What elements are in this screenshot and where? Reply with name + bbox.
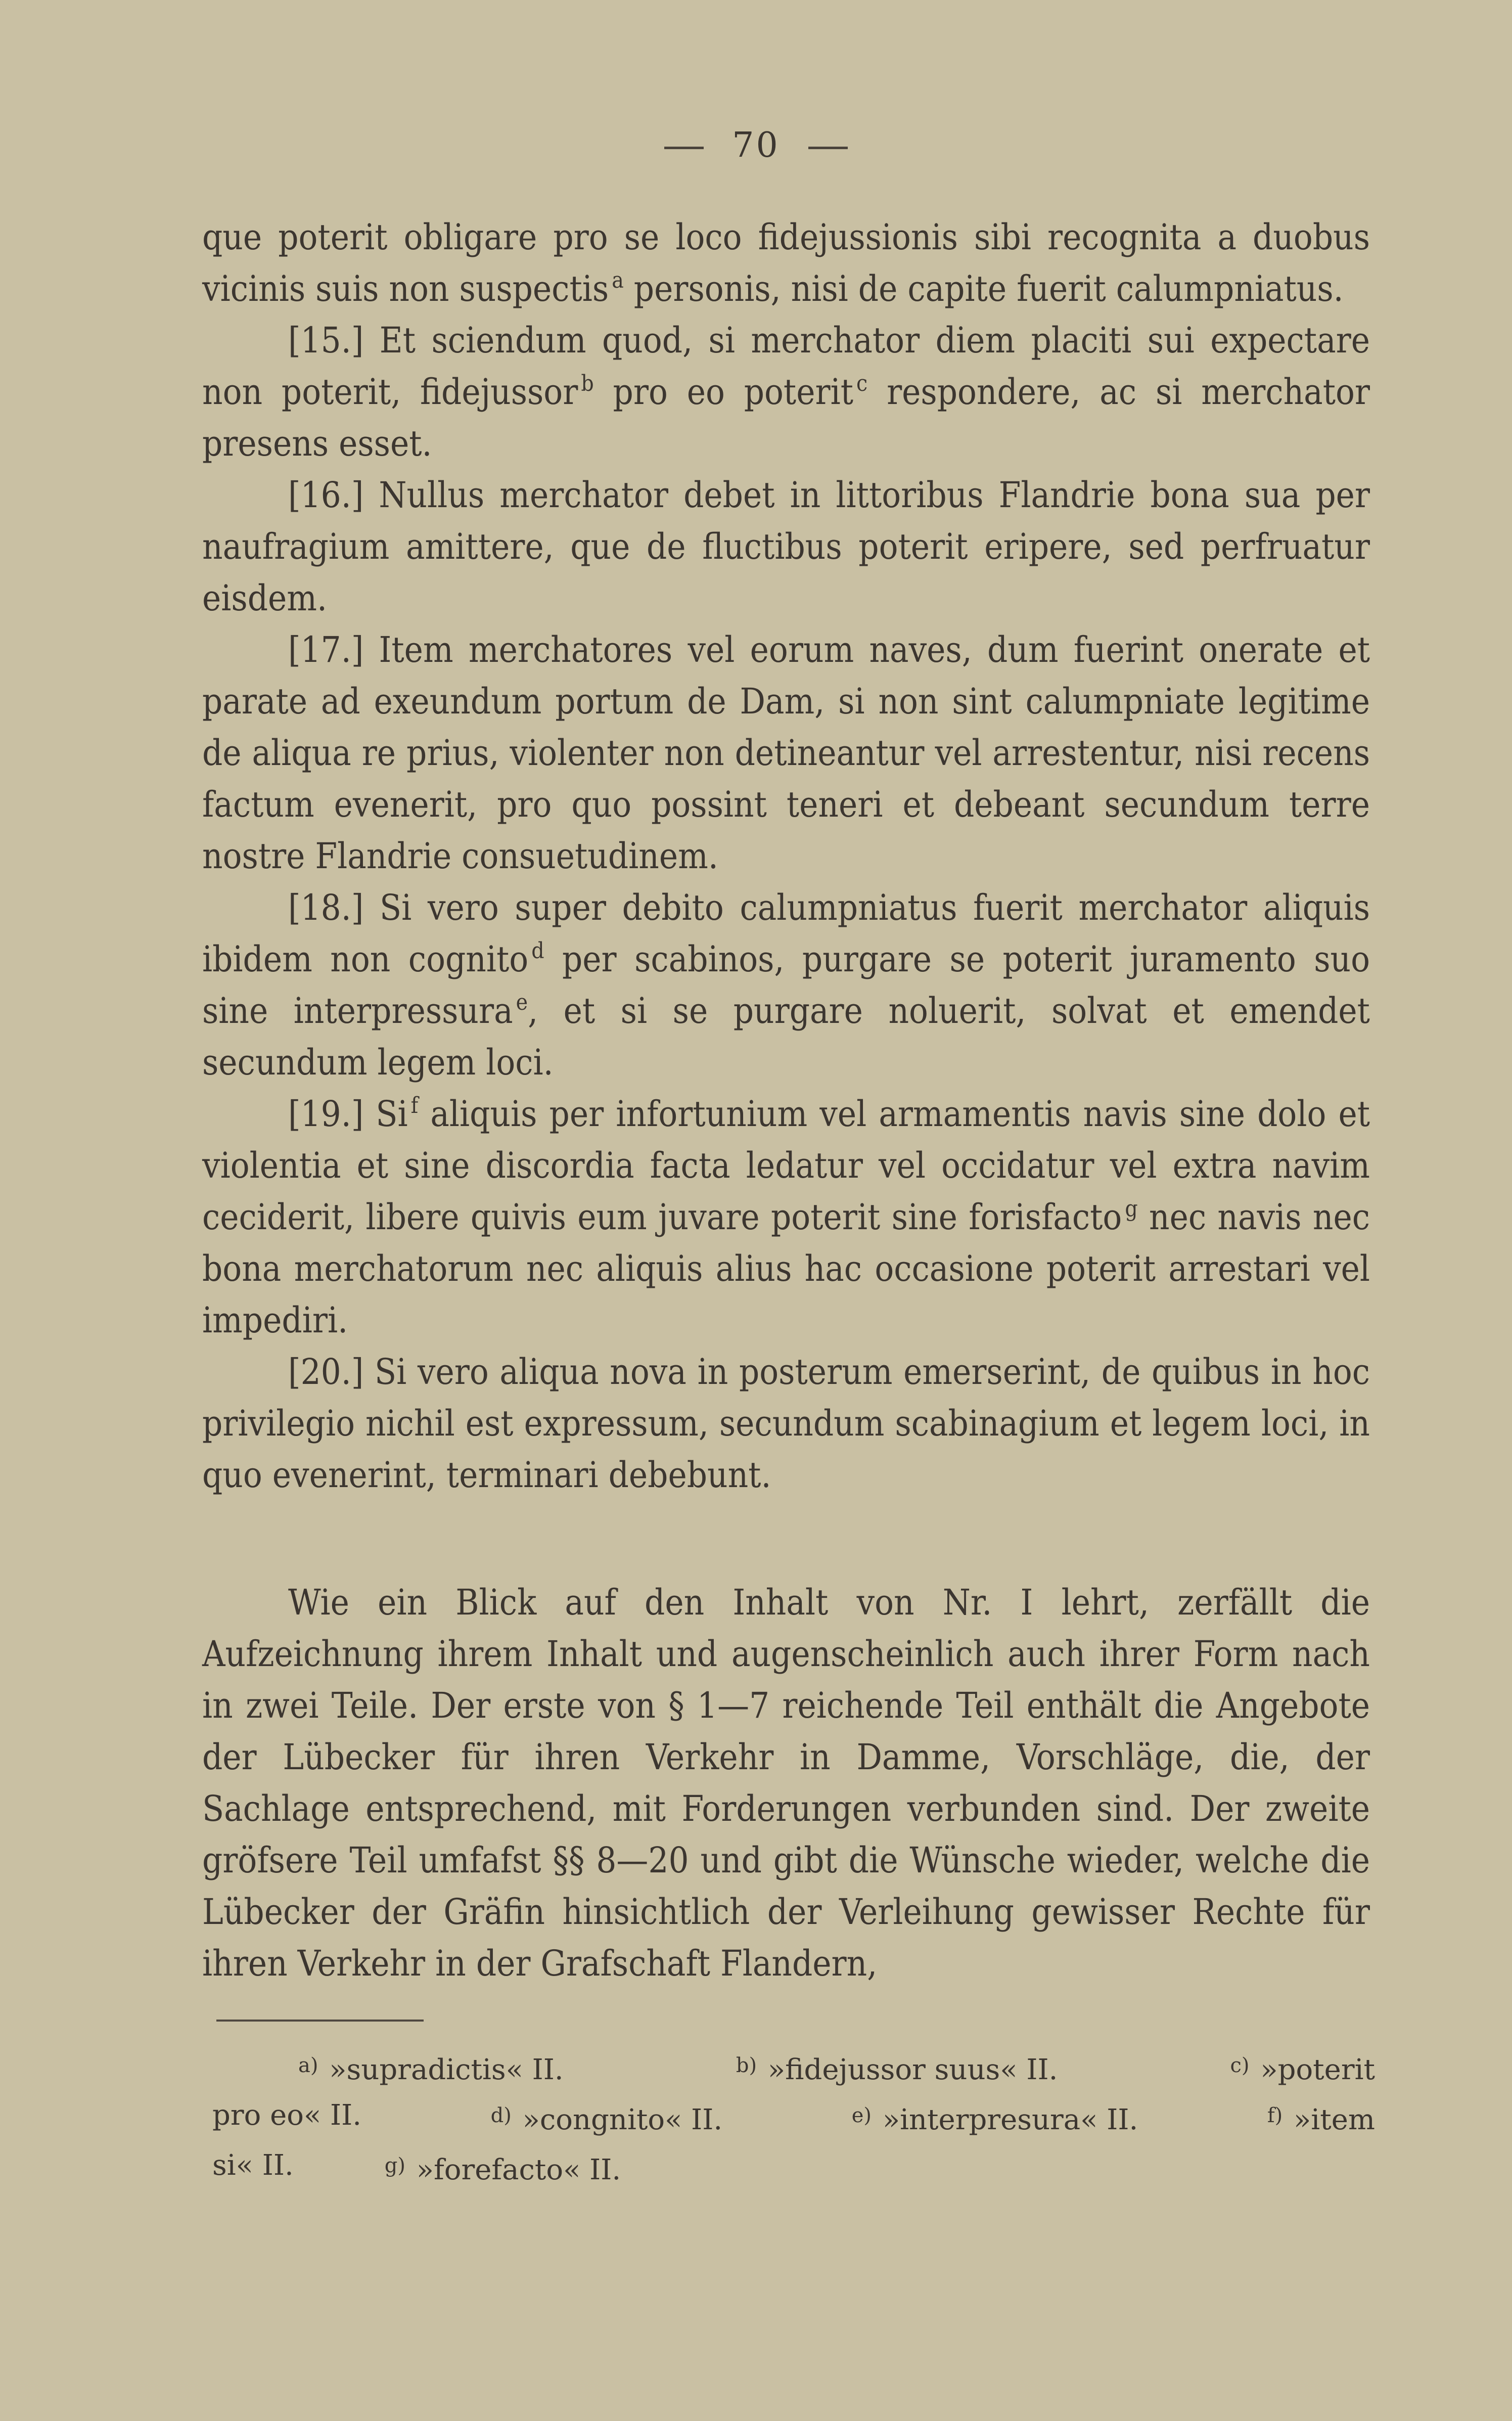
footnote-mark: a): [298, 2054, 318, 2077]
footnotes: [212, 2043, 1375, 2193]
footnote-g: [385, 2143, 621, 2193]
footnote-mark: e): [851, 2104, 872, 2127]
text: per scabinos, purgare se poterit juramento suo sine interpressura: [202, 938, 1370, 1032]
text: Si vero super debito calumpniatus fuerit merchator aliquis ibidem non cognito: [202, 887, 1370, 980]
text: respondere, ac si merchator presens esset.: [202, 371, 1370, 464]
footnote-mark: f): [1267, 2104, 1283, 2127]
latin-charter-text: [202, 211, 1370, 1501]
text: aliquis per infortunium vel armamentis navis sine dolo et violentia et sine discordia facta ledatur vel occidatur vel extra navim ceciderit, libere quivis eum juvare poterit sine forisfacto: [202, 1093, 1370, 1238]
footnote-d: [491, 2093, 723, 2143]
footnote-text: »poterit: [1260, 2053, 1375, 2086]
footnote-separator: [216, 2020, 424, 2022]
footnote-line-2: [212, 2093, 1375, 2143]
section-number: [16.]: [288, 474, 364, 516]
section-16: [202, 469, 1370, 624]
section-17: [202, 624, 1370, 882]
section-19: [202, 1088, 1370, 1346]
footnote-ref-a: a: [612, 267, 624, 293]
text: pro eo poterit: [593, 371, 854, 413]
section-15: [202, 315, 1370, 469]
footnote-mark: g): [384, 2154, 405, 2177]
section-number: [17.]: [288, 629, 364, 670]
footnote-mark: c): [1230, 2054, 1250, 2077]
footnote-line-1: [212, 2043, 1375, 2093]
page-number-header: [0, 125, 1512, 165]
text: Si vero aliqua nova in posterum emerserint, de quibus in hoc privilegio nichil est expressum, secundum scabinagium et legem loci, in quo evenerint, terminari debebunt.: [202, 1351, 1370, 1496]
text: Nullus merchator debet in littoribus Flandrie bona sua per naufragium amittere, que de fluctibus poterit eripere, sed perfruatur eisdem.: [202, 474, 1370, 619]
continuation-paragraph: [202, 211, 1370, 315]
text: , et si se purgare noluerit, solvat et emendet secundum legem loci.: [202, 990, 1370, 1083]
footnote-ref-d: d: [531, 938, 544, 964]
footnote-mark: d): [490, 2104, 512, 2127]
footnote-f-cont: si« II.: [212, 2149, 294, 2182]
footnote-a: [298, 2043, 564, 2093]
section-20: [202, 1346, 1370, 1501]
text: Et sciendum quod, si merchator diem placiti sui expectare non poterit, fidejussor: [202, 320, 1370, 413]
text: Item merchatores vel eorum naves, dum fuerint onerate et parate ad exeundum portum de Dam, si non sint calumpniate legitime de aliqua re prius, violenter non detineantur vel arrestentur, nisi recens factum evenerit, pro quo possint teneri et debeant secundum terre nostre Flandrie consuetudinem.: [202, 629, 1370, 877]
footnote-ref-c: c: [856, 371, 868, 396]
commentary-paragraph: Wie ein Blick auf den Inhalt von Nr. I lehrt, zerfällt die Aufzeichnung ihrem Inhalt und augenscheinlich auch ihrer Form nach in zwei Teile. Der erste von § 1—7 reichende Teil enthält die Angebote der Lübecker für ihren Verkehr in Damme, Vorschläge, die, der Sachlage entsprechend, mit Forderungen verbunden sind. Der zweite gröfsere Teil umfafst §§ 8—20 und gibt die Wünsche wieder, welche die Lübecker der Gräfin hinsichtlich der Verleihung gewisser Rechte für ihren Verkehr in der Grafschaft Flandern,: [202, 1582, 1370, 1984]
footnote-f: [1267, 2093, 1375, 2143]
footnote-c-cont: pro eo« II.: [212, 2099, 362, 2132]
footnote-e: [852, 2093, 1138, 2143]
footnote-b: [736, 2043, 1058, 2093]
footnote-ref-e: e: [516, 990, 528, 1015]
german-commentary: [202, 1577, 1370, 1989]
footnote-ref-g: g: [1125, 1196, 1138, 1222]
footnote-text: »supradictis« II.: [329, 2053, 564, 2086]
footnote-text: »interpresura« II.: [882, 2103, 1138, 2136]
footnote-c: [1230, 2043, 1375, 2093]
footnote-text: »fidejussor suus« II.: [767, 2053, 1058, 2086]
section-number: [18.]: [288, 887, 364, 928]
section-18: [202, 882, 1370, 1088]
dash-left: [664, 147, 704, 149]
section-number: [19.]: [288, 1093, 364, 1135]
footnote-text: »item: [1294, 2103, 1375, 2136]
footnote-ref-f: f: [410, 1093, 419, 1118]
text: Si: [363, 1093, 408, 1135]
text: que poterit obligare pro se loco fidejussionis sibi recognita a duobus vicinis suis non suspectis: [202, 216, 1370, 309]
footnote-mark: b): [736, 2054, 757, 2077]
footnote-text: »congnito« II.: [522, 2103, 723, 2136]
text: nec navis nec bona merchatorum nec aliquis alius hac occasione poterit arrestari vel impediri.: [202, 1196, 1370, 1341]
section-number: [15.]: [288, 320, 364, 361]
section-number: [20.]: [288, 1351, 364, 1393]
text: personis, nisi de capite fuerit calumpniatus.: [623, 268, 1344, 309]
footnote-text: »forefacto« II.: [416, 2154, 621, 2186]
footnote-ref-b: b: [581, 371, 594, 396]
page-number: 70: [732, 125, 780, 165]
footnote-line-3: [212, 2143, 1375, 2193]
dash-right: [808, 147, 848, 149]
